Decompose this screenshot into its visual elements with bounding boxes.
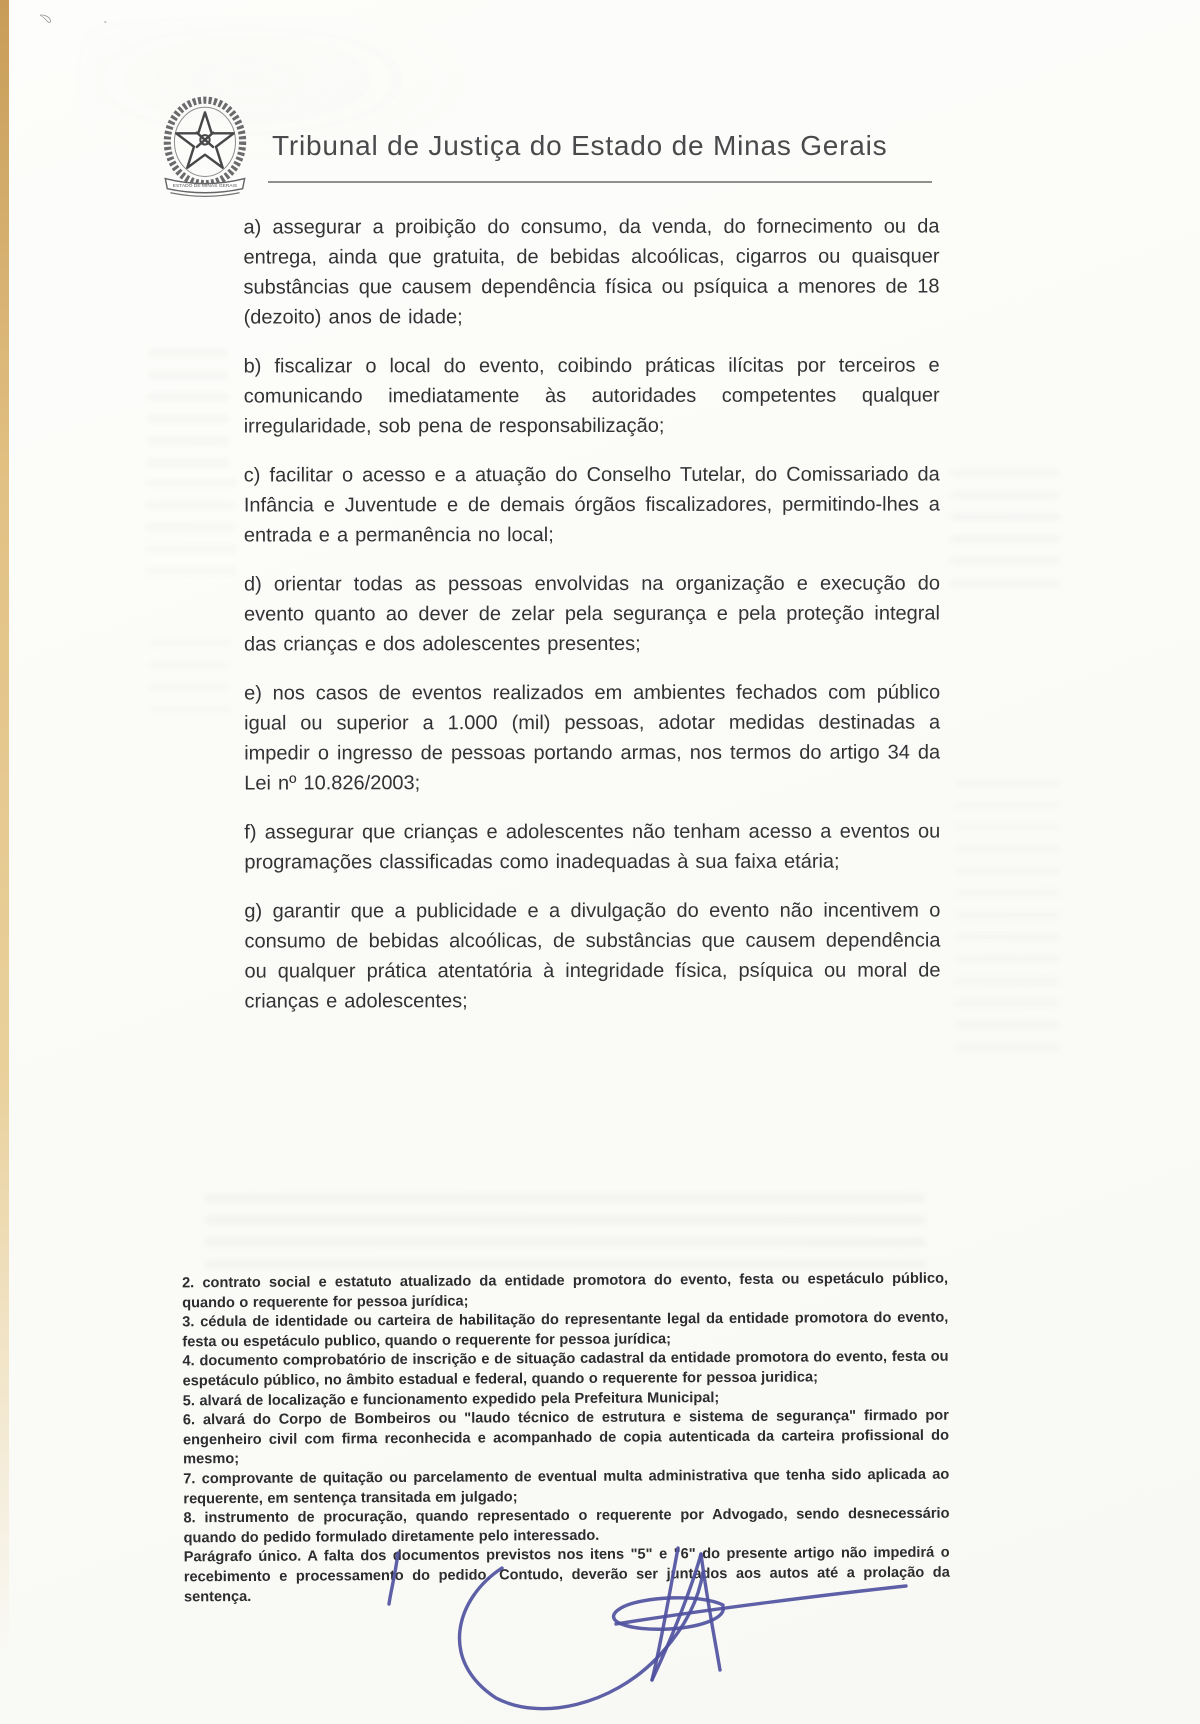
bleed-through-artifact xyxy=(955,780,1060,1060)
clause-g: g) garantir que a publicidade e a divulgação do evento não incentivem o consumo de bebidas alcoólicas, de substâncias que causem dependência ou qualquer prática atentatória à integridade física, psíquica ou moral de crianças e adolescentes; xyxy=(244,899,941,1013)
bleed-through-artifact xyxy=(146,480,236,590)
clause-f: f) assegurar que crianças e adolescentes não tenham acesso a eventos ou programações classificadas como inadequadas à sua faixa etária; xyxy=(244,820,941,874)
clause-d: d) orientar todas as pessoas envolvidas na organização e execução do evento quanto ao dever de zelar pela segurança e pela proteção integral das crianças e dos adolescentes presentes; xyxy=(243,572,941,656)
footnote-6: 6. alvará do Corpo de Bombeiros ou "laudo técnico de estrutura e sistema de segurança" firmado por engenheiro civil com firma reconhecida e acompanhado de copia autenticada da carteira profissional do mesmo; xyxy=(182,1407,950,1468)
bleed-through-artifact xyxy=(150,640,230,720)
pen-mark-icon: ˯ xyxy=(103,9,109,25)
bleed-through-artifact xyxy=(205,1195,925,1270)
footnote-5: 5. alvará de localização e funcionamento expedido pela Prefeitura Municipal; xyxy=(182,1389,720,1409)
footnote-8: 8. instrumento de procuração, quando representado o requerente por Advogado, sendo desnecessário quando do pedido formulado diretamente pelo interessado. xyxy=(183,1505,950,1547)
footnote-3: 3. cédula de identidade ou carteira de habilitação do representante legal da entidade promotora do evento, festa ou espetáculo publico, quando o requerente for pessoa jurídica; xyxy=(182,1309,949,1351)
bleed-through-artifact xyxy=(950,470,1060,590)
paragrafo-unico: Parágrafo único. A falta dos documentos previstos nos itens "5" e "6" do presente artigo não impedirá o recebimento e processamento do pedido. Contudo, deverão ser juntados aos autos até a prolação da sentença. xyxy=(183,1544,950,1605)
minas-gerais-coat-of-arms-logo xyxy=(150,94,264,204)
banner-text: ESTADO DE MINAS GERAIS xyxy=(172,184,238,190)
clause-c: c) facilitar o acesso e a atuação do Conselho Tutelar, do Comissariado da Infância e Juventude e de demais órgãos fiscalizadores, permitindo-lhes a entrada e a permanência no local; xyxy=(243,463,940,547)
signature-paraph xyxy=(380,1528,940,1724)
clauses-section xyxy=(243,212,940,1036)
footnote-4: 4. documento comprobatório de inscrição e de situação cadastral da entidade promotora do evento, festa ou espetáculo público, no âmbito estadual e federal, quando o requerente for pessoa juridica; xyxy=(182,1349,949,1390)
clause-e: e) nos casos de eventos realizados em ambientes fechados com público igual ou superior a 1.000 (mil) pessoas, adotar medidas destinadas a impedir o ingresso de pessoas portando armas, nos termos do artigo 34 da Lei nº 10.826/2003; xyxy=(244,681,941,795)
court-header-title: Tribunal de Justiça do Estado de Minas Gerais xyxy=(272,130,888,161)
footnote-2: 2. contrato social e estatuto atualizado da entidade promotora do evento, festa ou espetáculo público, quando o requerente for pessoa jurídica; xyxy=(181,1270,949,1311)
scan-edge-strip xyxy=(0,0,9,1724)
footnote-7: 7. comprovante de quitação ou parcelamento de eventual multa administrativa que tenha sido aplicada ao requerente, em sentença transitada em julgado; xyxy=(183,1466,950,1507)
pen-mark-icon: ﹆ xyxy=(36,9,55,30)
header-divider xyxy=(268,181,932,183)
clause-a: a) assegurar a proibição do consumo, da venda, do fornecimento ou da entrega, ainda que gratuita, de bebidas alcoólicas, cigarros ou quaisquer substâncias que causem dependência física ou psíquica a menores de 18 (dezoito) anos de idade; xyxy=(243,215,940,329)
clause-b: b) fiscalizar o local do evento, coibindo práticas ilícitas por terceiros e comunicando imediatamente às autoridades competentes qualquer irregularidade, sob pena de responsabilização; xyxy=(243,354,940,438)
bleed-through-artifact xyxy=(148,350,228,470)
